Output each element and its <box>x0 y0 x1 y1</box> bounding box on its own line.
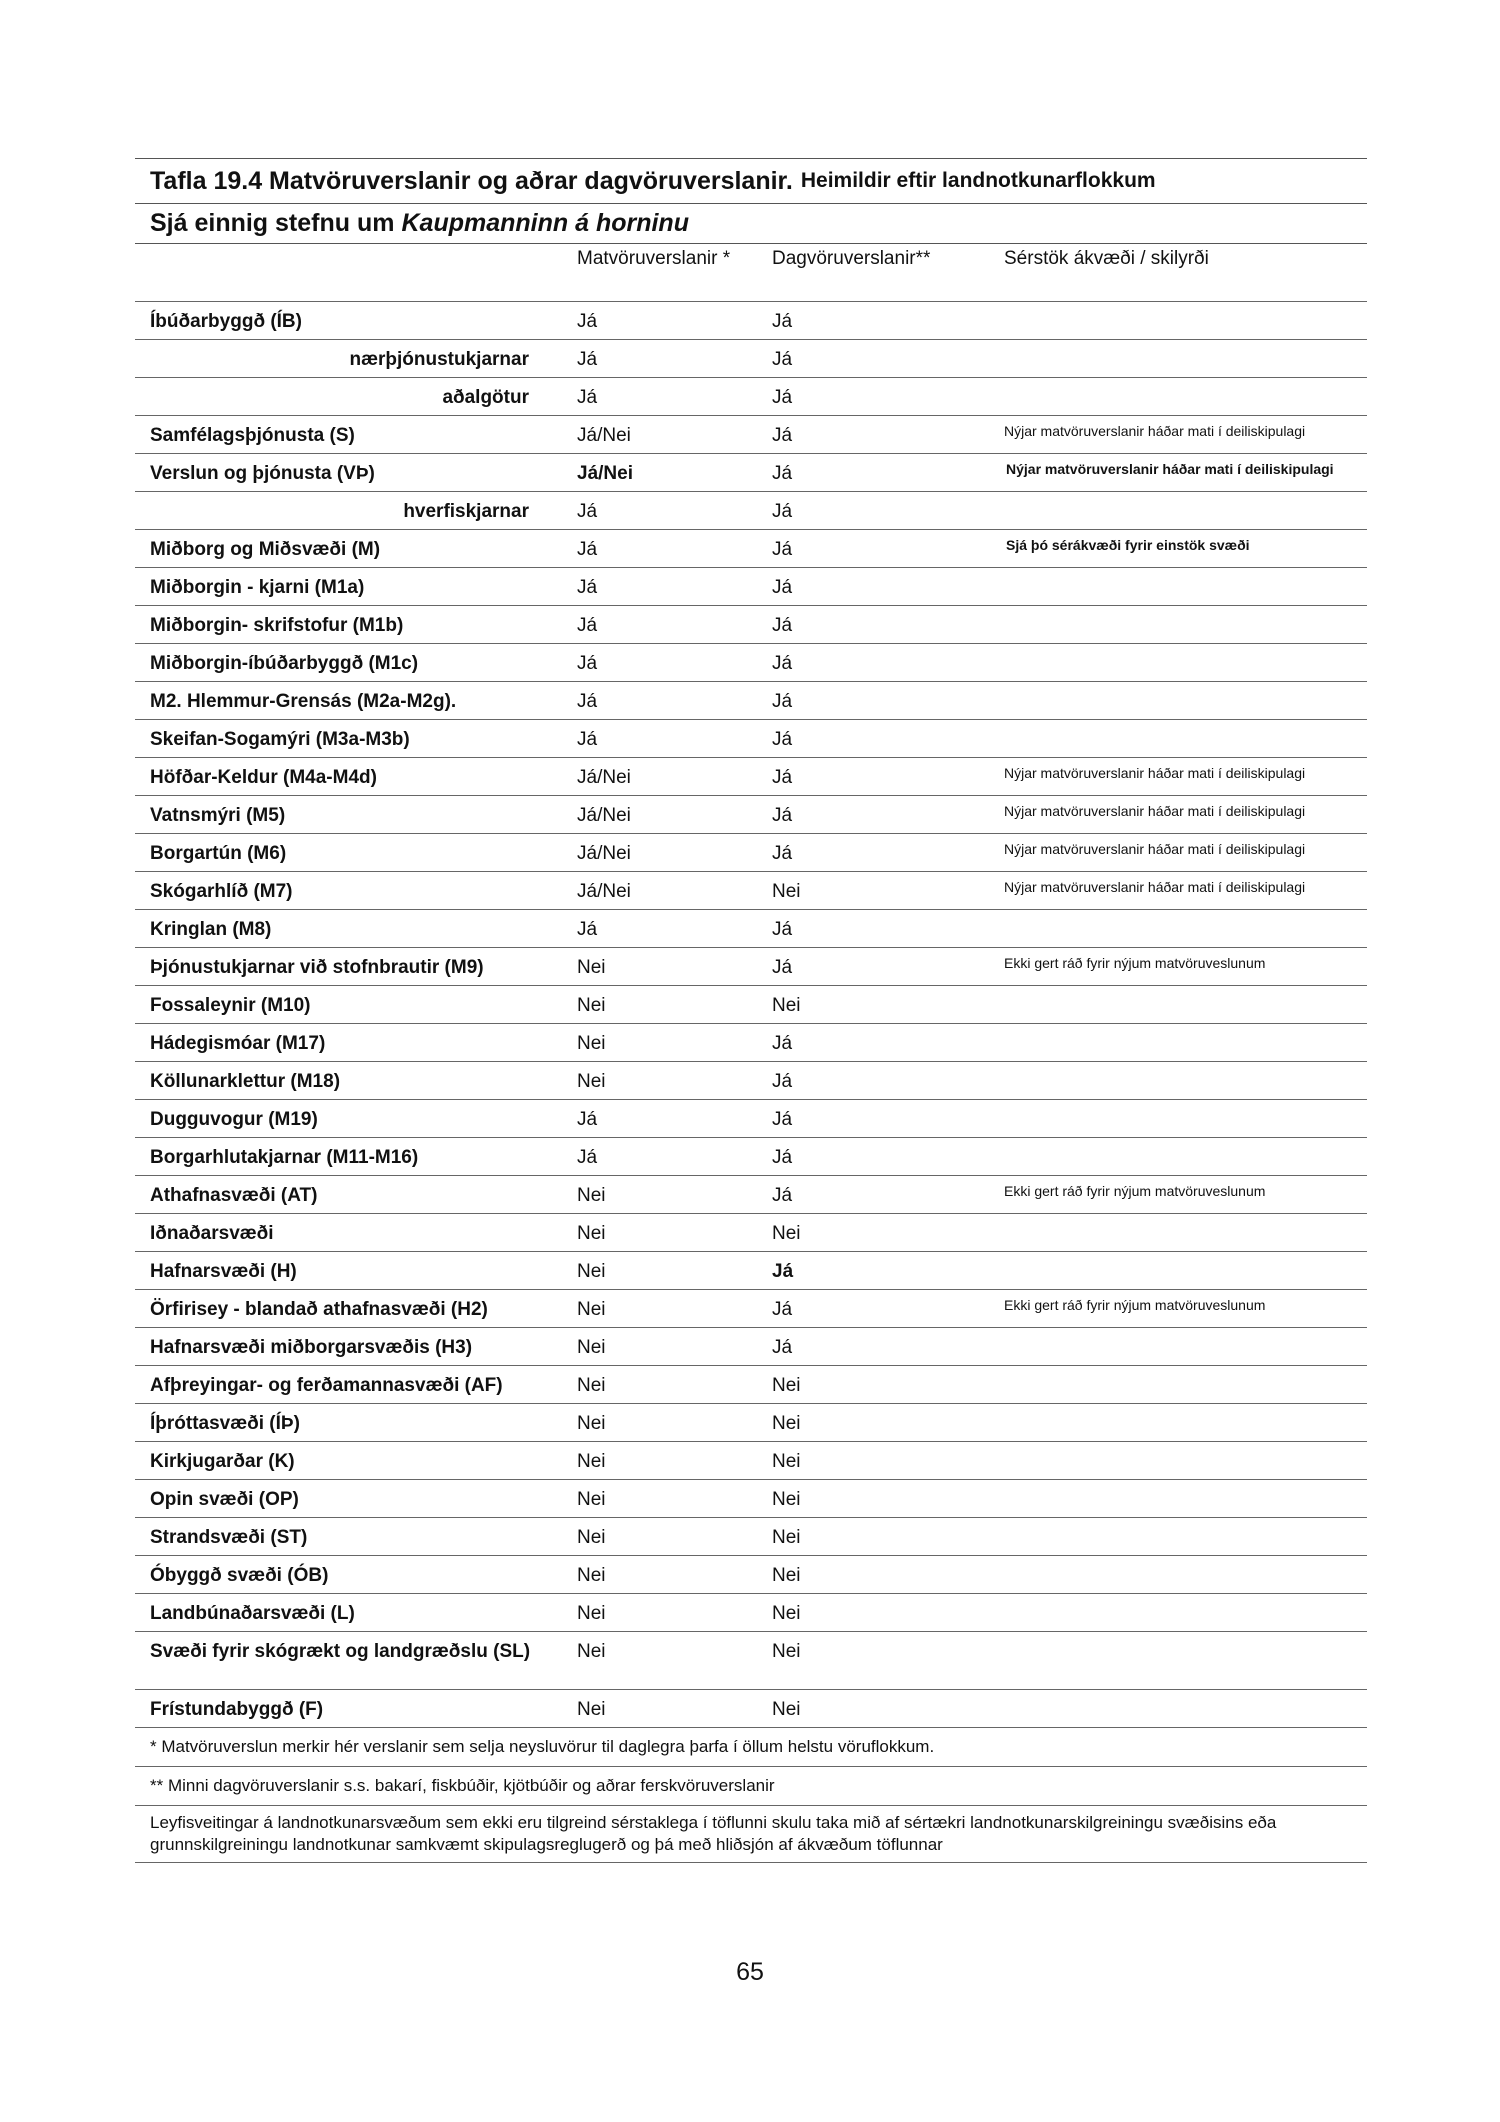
row-dag: Já <box>748 681 982 719</box>
row-name: Miðborgin-íbúðarbyggð (M1c) <box>135 643 553 681</box>
row-name: Miðborg og Miðsvæði (M) <box>135 529 553 567</box>
see-also-text: Sjá einnig stefnu um <box>150 209 395 237</box>
row-dag: Nei <box>748 1403 982 1441</box>
row-name: Vatnsmýri (M5) <box>135 795 553 833</box>
table-row <box>135 871 1367 909</box>
row-name: Athafnasvæði (AT) <box>135 1175 553 1213</box>
row-dag: Já <box>748 529 982 567</box>
row-mat: Já/Nei <box>553 795 748 833</box>
row-dag: Já <box>748 719 982 757</box>
table-row <box>135 1137 1367 1175</box>
table-row <box>135 1479 1367 1517</box>
row-note <box>982 1213 1367 1251</box>
table-row <box>135 1023 1367 1061</box>
row-dag: Já <box>748 453 982 491</box>
row-note: Ekki gert ráð fyrir nýjum matvöruveslunum <box>982 1175 1367 1213</box>
row-mat: Nei <box>553 1175 748 1213</box>
table-row <box>135 1631 1367 1689</box>
row-name: hverfiskjarnar <box>135 491 553 529</box>
row-name: Miðborgin- skrifstofur (M1b) <box>135 605 553 643</box>
row-name: Skógarhlíð (M7) <box>135 871 553 909</box>
row-name: Borgarhlutakjarnar (M11-M16) <box>135 1137 553 1175</box>
table-row <box>135 1517 1367 1555</box>
row-note <box>982 1023 1367 1061</box>
row-dag: Já <box>748 643 982 681</box>
row-note <box>982 1251 1367 1289</box>
footnote-matvoruverslun: * Matvöruverslun merkir hér verslanir sem selja neysluvörur til daglegra þarfa í öllum helstu vöruflokkum. <box>135 1728 1367 1767</box>
table-row <box>135 947 1367 985</box>
table-row <box>135 795 1367 833</box>
row-note <box>982 1689 1367 1727</box>
row-name: Landbúnaðarsvæði (L) <box>135 1593 553 1631</box>
column-header-matvoruverslanir: Matvöruverslanir * <box>553 244 748 301</box>
row-dag: Já <box>748 1137 982 1175</box>
row-note <box>982 1403 1367 1441</box>
row-mat: Nei <box>553 1061 748 1099</box>
row-mat: Já <box>553 643 748 681</box>
row-dag: Nei <box>748 1365 982 1403</box>
row-note <box>982 605 1367 643</box>
row-dag: Já <box>748 1175 982 1213</box>
table-row <box>135 1327 1367 1365</box>
row-name: Fossaleynir (M10) <box>135 985 553 1023</box>
page-number: 65 <box>736 1958 764 1986</box>
row-note <box>982 1137 1367 1175</box>
table-row <box>135 491 1367 529</box>
table-row <box>135 1441 1367 1479</box>
row-name: Dugguvogur (M19) <box>135 1099 553 1137</box>
row-mat: Nei <box>553 1403 748 1441</box>
row-dag: Nei <box>748 1441 982 1479</box>
row-mat: Nei <box>553 1327 748 1365</box>
row-note: Ekki gert ráð fyrir nýjum matvöruveslunum <box>982 947 1367 985</box>
row-mat: Já <box>553 301 748 339</box>
row-dag: Já <box>748 1289 982 1327</box>
row-name: Hafnarsvæði (H) <box>135 1251 553 1289</box>
row-dag: Já <box>748 833 982 871</box>
row-note <box>982 643 1367 681</box>
row-name: Þjónustukjarnar við stofnbrautir (M9) <box>135 947 553 985</box>
table-row <box>135 415 1367 453</box>
row-name: Frístundabyggð (F) <box>135 1689 553 1727</box>
row-name: Iðnaðarsvæði <box>135 1213 553 1251</box>
row-mat: Já <box>553 605 748 643</box>
header-blank <box>135 244 553 301</box>
row-mat: Nei <box>553 1593 748 1631</box>
row-mat: Já <box>553 377 748 415</box>
row-dag: Já <box>748 415 982 453</box>
table-row <box>135 567 1367 605</box>
table-row <box>135 681 1367 719</box>
row-name: Íþróttasvæði (ÍÞ) <box>135 1403 553 1441</box>
row-note <box>982 681 1367 719</box>
table-row <box>135 529 1367 567</box>
row-mat: Já/Nei <box>553 415 748 453</box>
row-mat: Já <box>553 1099 748 1137</box>
table-row <box>135 1555 1367 1593</box>
row-dag: Já <box>748 909 982 947</box>
row-note <box>982 491 1367 529</box>
row-mat: Já <box>553 529 748 567</box>
table-row <box>135 301 1367 339</box>
table-sheet <box>135 158 1367 1863</box>
row-note: Nýjar matvöruverslanir háðar mati í deiliskipulagi <box>982 871 1367 909</box>
row-note: Nýjar matvöruverslanir háðar mati í deiliskipulagi <box>982 795 1367 833</box>
row-name: Köllunarklettur (M18) <box>135 1061 553 1099</box>
row-dag: Já <box>748 605 982 643</box>
row-dag: Já <box>748 795 982 833</box>
row-mat: Nei <box>553 1289 748 1327</box>
row-name: Hafnarsvæði miðborgarsvæðis (H3) <box>135 1327 553 1365</box>
row-name: Óbyggð svæði (ÓB) <box>135 1555 553 1593</box>
table-title-bar <box>135 158 1367 204</box>
row-mat: Já <box>553 339 748 377</box>
row-name: Svæði fyrir skógrækt og landgræðslu (SL) <box>135 1631 553 1689</box>
row-mat: Já/Nei <box>553 833 748 871</box>
row-dag: Já <box>748 1023 982 1061</box>
row-note: Nýjar matvöruverslanir háðar mati í deiliskipulagi <box>982 833 1367 871</box>
row-name: Afþreyingar- og ferðamannasvæði (AF) <box>135 1365 553 1403</box>
row-mat: Nei <box>553 1479 748 1517</box>
see-also-italic: Kaupmanninn á horninu <box>401 209 689 237</box>
table-row <box>135 909 1367 947</box>
table-row <box>135 985 1367 1023</box>
row-name: Kirkjugarðar (K) <box>135 1441 553 1479</box>
row-name: Höfðar-Keldur (M4a-M4d) <box>135 757 553 795</box>
row-name: M2. Hlemmur-Grensás (M2a-M2g). <box>135 681 553 719</box>
row-dag: Nei <box>748 1689 982 1727</box>
footnote-dagvoruverslanir: ** Minni dagvöruverslanir s.s. bakarí, fiskbúðir, kjötbúðir og aðrar ferskvöruverslanir <box>135 1767 1367 1806</box>
row-mat: Já/Nei <box>553 871 748 909</box>
row-note <box>982 719 1367 757</box>
table-row <box>135 1213 1367 1251</box>
row-name: Opin svæði (OP) <box>135 1479 553 1517</box>
row-name: aðalgötur <box>135 377 553 415</box>
row-mat: Nei <box>553 1365 748 1403</box>
row-mat: Já <box>553 719 748 757</box>
row-dag: Nei <box>748 1631 982 1689</box>
row-name: Verslun og þjónusta (VÞ) <box>135 453 553 491</box>
row-note <box>982 909 1367 947</box>
row-note: Nýjar matvöruverslanir háðar mati í deiliskipulagi <box>982 757 1367 795</box>
row-note <box>982 1061 1367 1099</box>
column-header-dagvoruverslanir: Dagvöruverslanir** <box>748 244 982 301</box>
row-note <box>982 377 1367 415</box>
table-row <box>135 833 1367 871</box>
row-name: Miðborgin - kjarni (M1a) <box>135 567 553 605</box>
row-name: nærþjónustukjarnar <box>135 339 553 377</box>
row-mat: Nei <box>553 1555 748 1593</box>
table-row <box>135 1099 1367 1137</box>
row-mat: Nei <box>553 1631 748 1689</box>
table-row <box>135 605 1367 643</box>
table-row <box>135 1289 1367 1327</box>
row-dag: Nei <box>748 1555 982 1593</box>
row-note <box>982 1479 1367 1517</box>
row-name: Samfélagsþjónusta (S) <box>135 415 553 453</box>
row-note <box>982 1327 1367 1365</box>
footnote-leyfisveitingar: Leyfisveitingar á landnotkunarsvæðum sem ekki eru tilgreind sérstaklega í töflunni skulu taka mið af sértækri landnotkunarskilgreiningu svæðisins eða grunnskilgreiningu landnotkunar samkvæmt skipulagsreglugerð og þá með hliðsjón af ákvæðum töflunnar <box>135 1806 1367 1863</box>
row-dag: Nei <box>748 1213 982 1251</box>
row-name: Borgartún (M6) <box>135 833 553 871</box>
row-note <box>982 1517 1367 1555</box>
table-row <box>135 453 1367 491</box>
table-row <box>135 643 1367 681</box>
table-row <box>135 1061 1367 1099</box>
row-mat: Já <box>553 1137 748 1175</box>
table-row <box>135 339 1367 377</box>
row-dag: Já <box>748 1251 982 1289</box>
table-subtitle: Heimildir eftir landnotkunarflokkum <box>800 169 1156 192</box>
row-dag: Nei <box>748 871 982 909</box>
row-note <box>982 1099 1367 1137</box>
row-mat: Já/Nei <box>553 453 748 491</box>
table-row <box>135 757 1367 795</box>
row-note: Nýjar matvöruverslanir háðar mati í deiliskipulagi <box>982 415 1367 453</box>
row-mat: Já <box>553 681 748 719</box>
row-mat: Nei <box>553 1213 748 1251</box>
row-dag: Já <box>748 757 982 795</box>
row-note <box>982 985 1367 1023</box>
row-mat: Nei <box>553 1023 748 1061</box>
row-note: Sjá þó sérákvæði fyrir einstök svæði <box>982 529 1367 567</box>
table-header-row <box>135 244 1367 301</box>
row-note: Nýjar matvöruverslanir háðar mati í deiliskipulagi <box>982 453 1367 491</box>
column-header-skilyrdi: Sérstök ákvæði / skilyrði <box>982 244 1367 301</box>
row-mat: Nei <box>553 1251 748 1289</box>
table-row <box>135 1689 1367 1727</box>
row-name: Strandsvæði (ST) <box>135 1517 553 1555</box>
row-name: Kringlan (M8) <box>135 909 553 947</box>
row-dag: Já <box>748 377 982 415</box>
row-dag: Já <box>748 491 982 529</box>
row-note <box>982 1593 1367 1631</box>
row-mat: Nei <box>553 1517 748 1555</box>
row-mat: Nei <box>553 1689 748 1727</box>
row-note <box>982 1555 1367 1593</box>
row-note <box>982 1631 1367 1689</box>
row-name: Skeifan-Sogamýri (M3a-M3b) <box>135 719 553 757</box>
row-dag: Nei <box>748 1517 982 1555</box>
table-row <box>135 1365 1367 1403</box>
table-row <box>135 1403 1367 1441</box>
row-name: Íbúðarbyggð (ÍB) <box>135 301 553 339</box>
table-row <box>135 1593 1367 1631</box>
landuse-table <box>135 244 1367 1728</box>
row-note <box>982 567 1367 605</box>
row-mat: Já <box>553 491 748 529</box>
row-mat: Já <box>553 567 748 605</box>
row-mat: Já <box>553 909 748 947</box>
row-note: Ekki gert ráð fyrir nýjum matvöruveslunum <box>982 1289 1367 1327</box>
row-note <box>982 1365 1367 1403</box>
row-dag: Nei <box>748 1479 982 1517</box>
row-dag: Nei <box>748 985 982 1023</box>
row-mat: Nei <box>553 1441 748 1479</box>
table-row <box>135 1175 1367 1213</box>
row-note <box>982 1441 1367 1479</box>
row-dag: Já <box>748 339 982 377</box>
see-also-bar <box>135 204 1367 244</box>
row-mat: Nei <box>553 985 748 1023</box>
row-mat: Já/Nei <box>553 757 748 795</box>
table-row <box>135 719 1367 757</box>
row-note <box>982 339 1367 377</box>
row-dag: Nei <box>748 1593 982 1631</box>
row-dag: Já <box>748 301 982 339</box>
row-dag: Já <box>748 567 982 605</box>
row-mat: Nei <box>553 947 748 985</box>
row-dag: Já <box>748 1099 982 1137</box>
table-title: Tafla 19.4 Matvöruverslanir og aðrar dagvöruverslanir. <box>150 166 793 195</box>
row-dag: Já <box>748 1061 982 1099</box>
table-row <box>135 1251 1367 1289</box>
table-row <box>135 377 1367 415</box>
row-name: Örfirisey - blandað athafnasvæði (H2) <box>135 1289 553 1327</box>
row-note <box>982 301 1367 339</box>
row-name: Hádegismóar (M17) <box>135 1023 553 1061</box>
row-dag: Já <box>748 947 982 985</box>
row-dag: Já <box>748 1327 982 1365</box>
